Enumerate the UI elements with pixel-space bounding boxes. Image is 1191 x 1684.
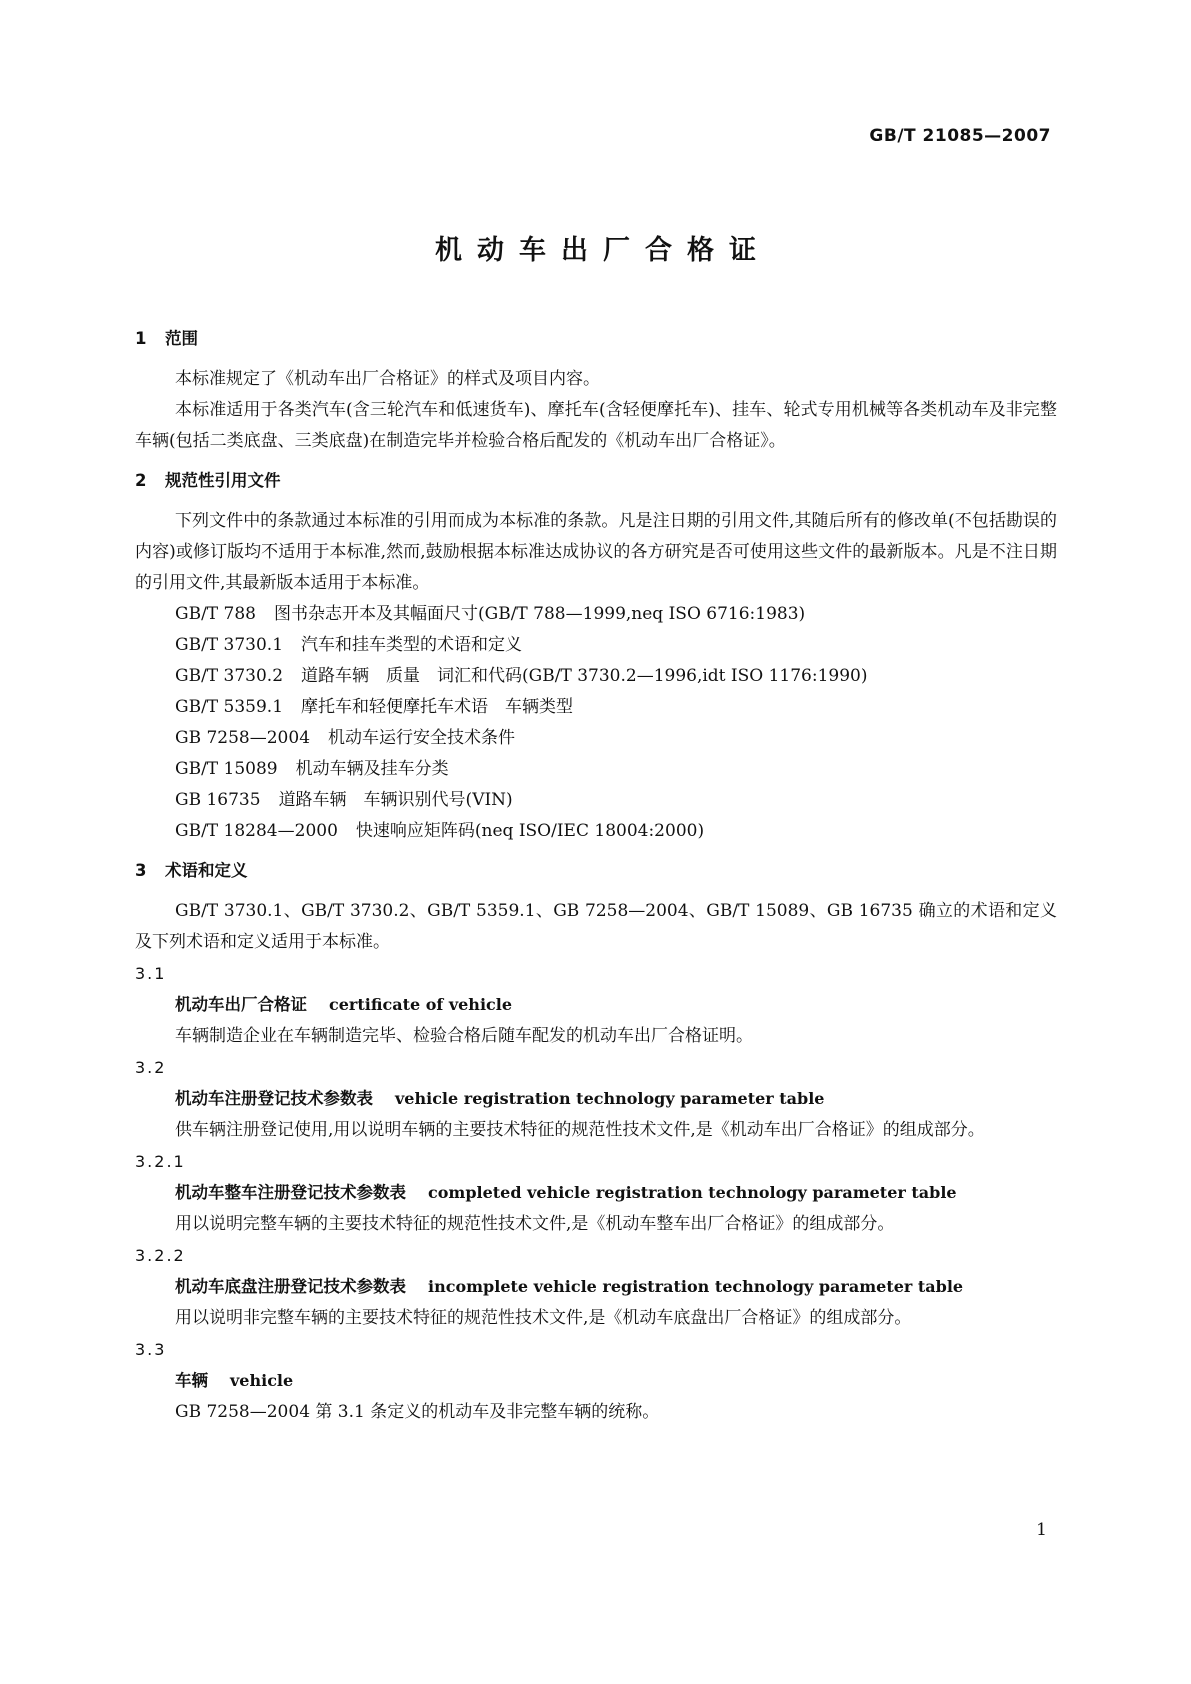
term-definition: 车辆制造企业在车辆制造完毕、检验合格后随车配发的机动车出厂合格证明。 [175,1026,753,1046]
term-number: 3.3 [135,1340,167,1359]
term-name-en: completed vehicle registration technology parameter table [428,1183,957,1202]
section-title: 规范性引用文件 [165,471,281,490]
reference-code: GB/T 788 [175,604,256,624]
paragraph: 本标准适用于各类汽车(含三轮汽车和低速货车)、摩托车(含轻便摩托车)、挂车、轮式专用机械等各类机动车及非完整车辆(包括二类底盘、三类底盘)在制造完毕并检验合格后配发的《机动车出厂合格证》。 [135,400,1057,451]
reference-title: 图书杂志开本及其幅面尺寸(GB/T 788—1999,neq ISO 6716:1983) [274,604,806,624]
standard-code: GB/T 21085—2007 [869,126,1051,146]
reference-code: GB/T 5359.1 [175,697,284,717]
term-name-en: incomplete vehicle registration technology parameter table [428,1277,964,1296]
section-heading-scope [135,323,1057,354]
term-name-zh: 机动车注册登记技术参数表 [175,1089,373,1108]
reference-code: GB/T 3730.2 [175,666,284,686]
reference-code: GB 7258—2004 [175,728,311,748]
term-name-zh: 机动车底盘注册登记技术参数表 [175,1277,406,1296]
reference-code: GB/T 3730.1 [175,635,284,655]
section-number: 3 [135,861,147,880]
document-title: 机动车出厂合格证 [435,235,771,266]
term-name [135,1083,1057,1115]
term-name [135,989,1057,1021]
reference-title: 摩托车和轻便摩托车术语 车辆类型 [301,697,574,717]
term-number: 3.2.2 [135,1246,186,1265]
reference-code: GB/T 18284—2000 [175,821,338,841]
paragraph: 本标准规定了《机动车出厂合格证》的样式及项目内容。 [175,369,600,389]
reference-title: 机动车运行安全技术条件 [328,728,516,748]
reference-title: 快速响应矩阵码(neq ISO/IEC 18004:2000) [355,821,705,841]
term-name-zh: 车辆 [175,1371,208,1390]
term-name-en: certificate of vehicle [329,995,513,1014]
reference-title: 道路车辆 车辆识别代号(VIN) [278,790,513,810]
term-number: 3.1 [135,964,167,983]
section-number: 2 [135,471,147,490]
paragraph: 下列文件中的条款通过本标准的引用而成为本标准的条款。凡是注日期的引用文件,其随后所有的修改单(不包括勘误的内容)或修订版均不适用于本标准,然而,鼓励根据本标准达成协议的各方研究是否可使用这些文件的最新版本。凡是不注日期的引用文件,其最新版本适用于本标准。 [135,511,1057,593]
reference-code: GB/T 15089 [175,759,278,779]
term-name [135,1177,1057,1209]
reference-item [135,661,1057,692]
reference-item [135,630,1057,661]
reference-item [135,816,1057,847]
reference-item [135,599,1057,630]
section-title: 术语和定义 [165,861,248,880]
term-definition: 供车辆注册登记使用,用以说明车辆的主要技术特征的规范性技术文件,是《机动车出厂合格证》的组成部分。 [175,1120,985,1140]
reference-item [135,785,1057,816]
paragraph: GB/T 3730.1、GB/T 3730.2、GB/T 5359.1、GB 7258—2004、GB/T 15089、GB 16735 确立的术语和定义及下列术语和定义适用于本标准。 [135,901,1057,952]
term-number: 3.2.1 [135,1152,186,1171]
page-number: 1 [1036,1520,1047,1540]
reference-item [135,723,1057,754]
reference-code: GB 16735 [175,790,261,810]
reference-item [135,692,1057,723]
reference-title: 汽车和挂车类型的术语和定义 [301,635,523,655]
term-name [135,1271,1057,1303]
term-name-zh: 机动车出厂合格证 [175,995,307,1014]
reference-item [135,754,1057,785]
section-title: 范围 [165,329,198,348]
term-name-en: vehicle [230,1371,294,1390]
term-name-en: vehicle registration technology parameter table [395,1089,825,1108]
term-number: 3.2 [135,1058,167,1077]
reference-title: 道路车辆 质量 词汇和代码(GB/T 3730.2—1996,idt ISO 1176:1990) [301,666,868,686]
term-definition: 用以说明完整车辆的主要技术特征的规范性技术文件,是《机动车整车出厂合格证》的组成部分。 [175,1214,895,1234]
section-heading-terms-and-definitions [135,855,1057,886]
section-heading-normative-references [135,465,1057,496]
section-number: 1 [135,329,147,348]
term-name-zh: 机动车整车注册登记技术参数表 [175,1183,406,1202]
term-definition: GB 7258—2004 第 3.1 条定义的机动车及非完整车辆的统称。 [175,1402,660,1422]
document-body [135,323,1057,1428]
reference-title: 机动车辆及挂车分类 [295,759,449,779]
term-definition: 用以说明非完整车辆的主要技术特征的规范性技术文件,是《机动车底盘出厂合格证》的组成部分。 [175,1308,912,1328]
term-name [135,1365,1057,1397]
